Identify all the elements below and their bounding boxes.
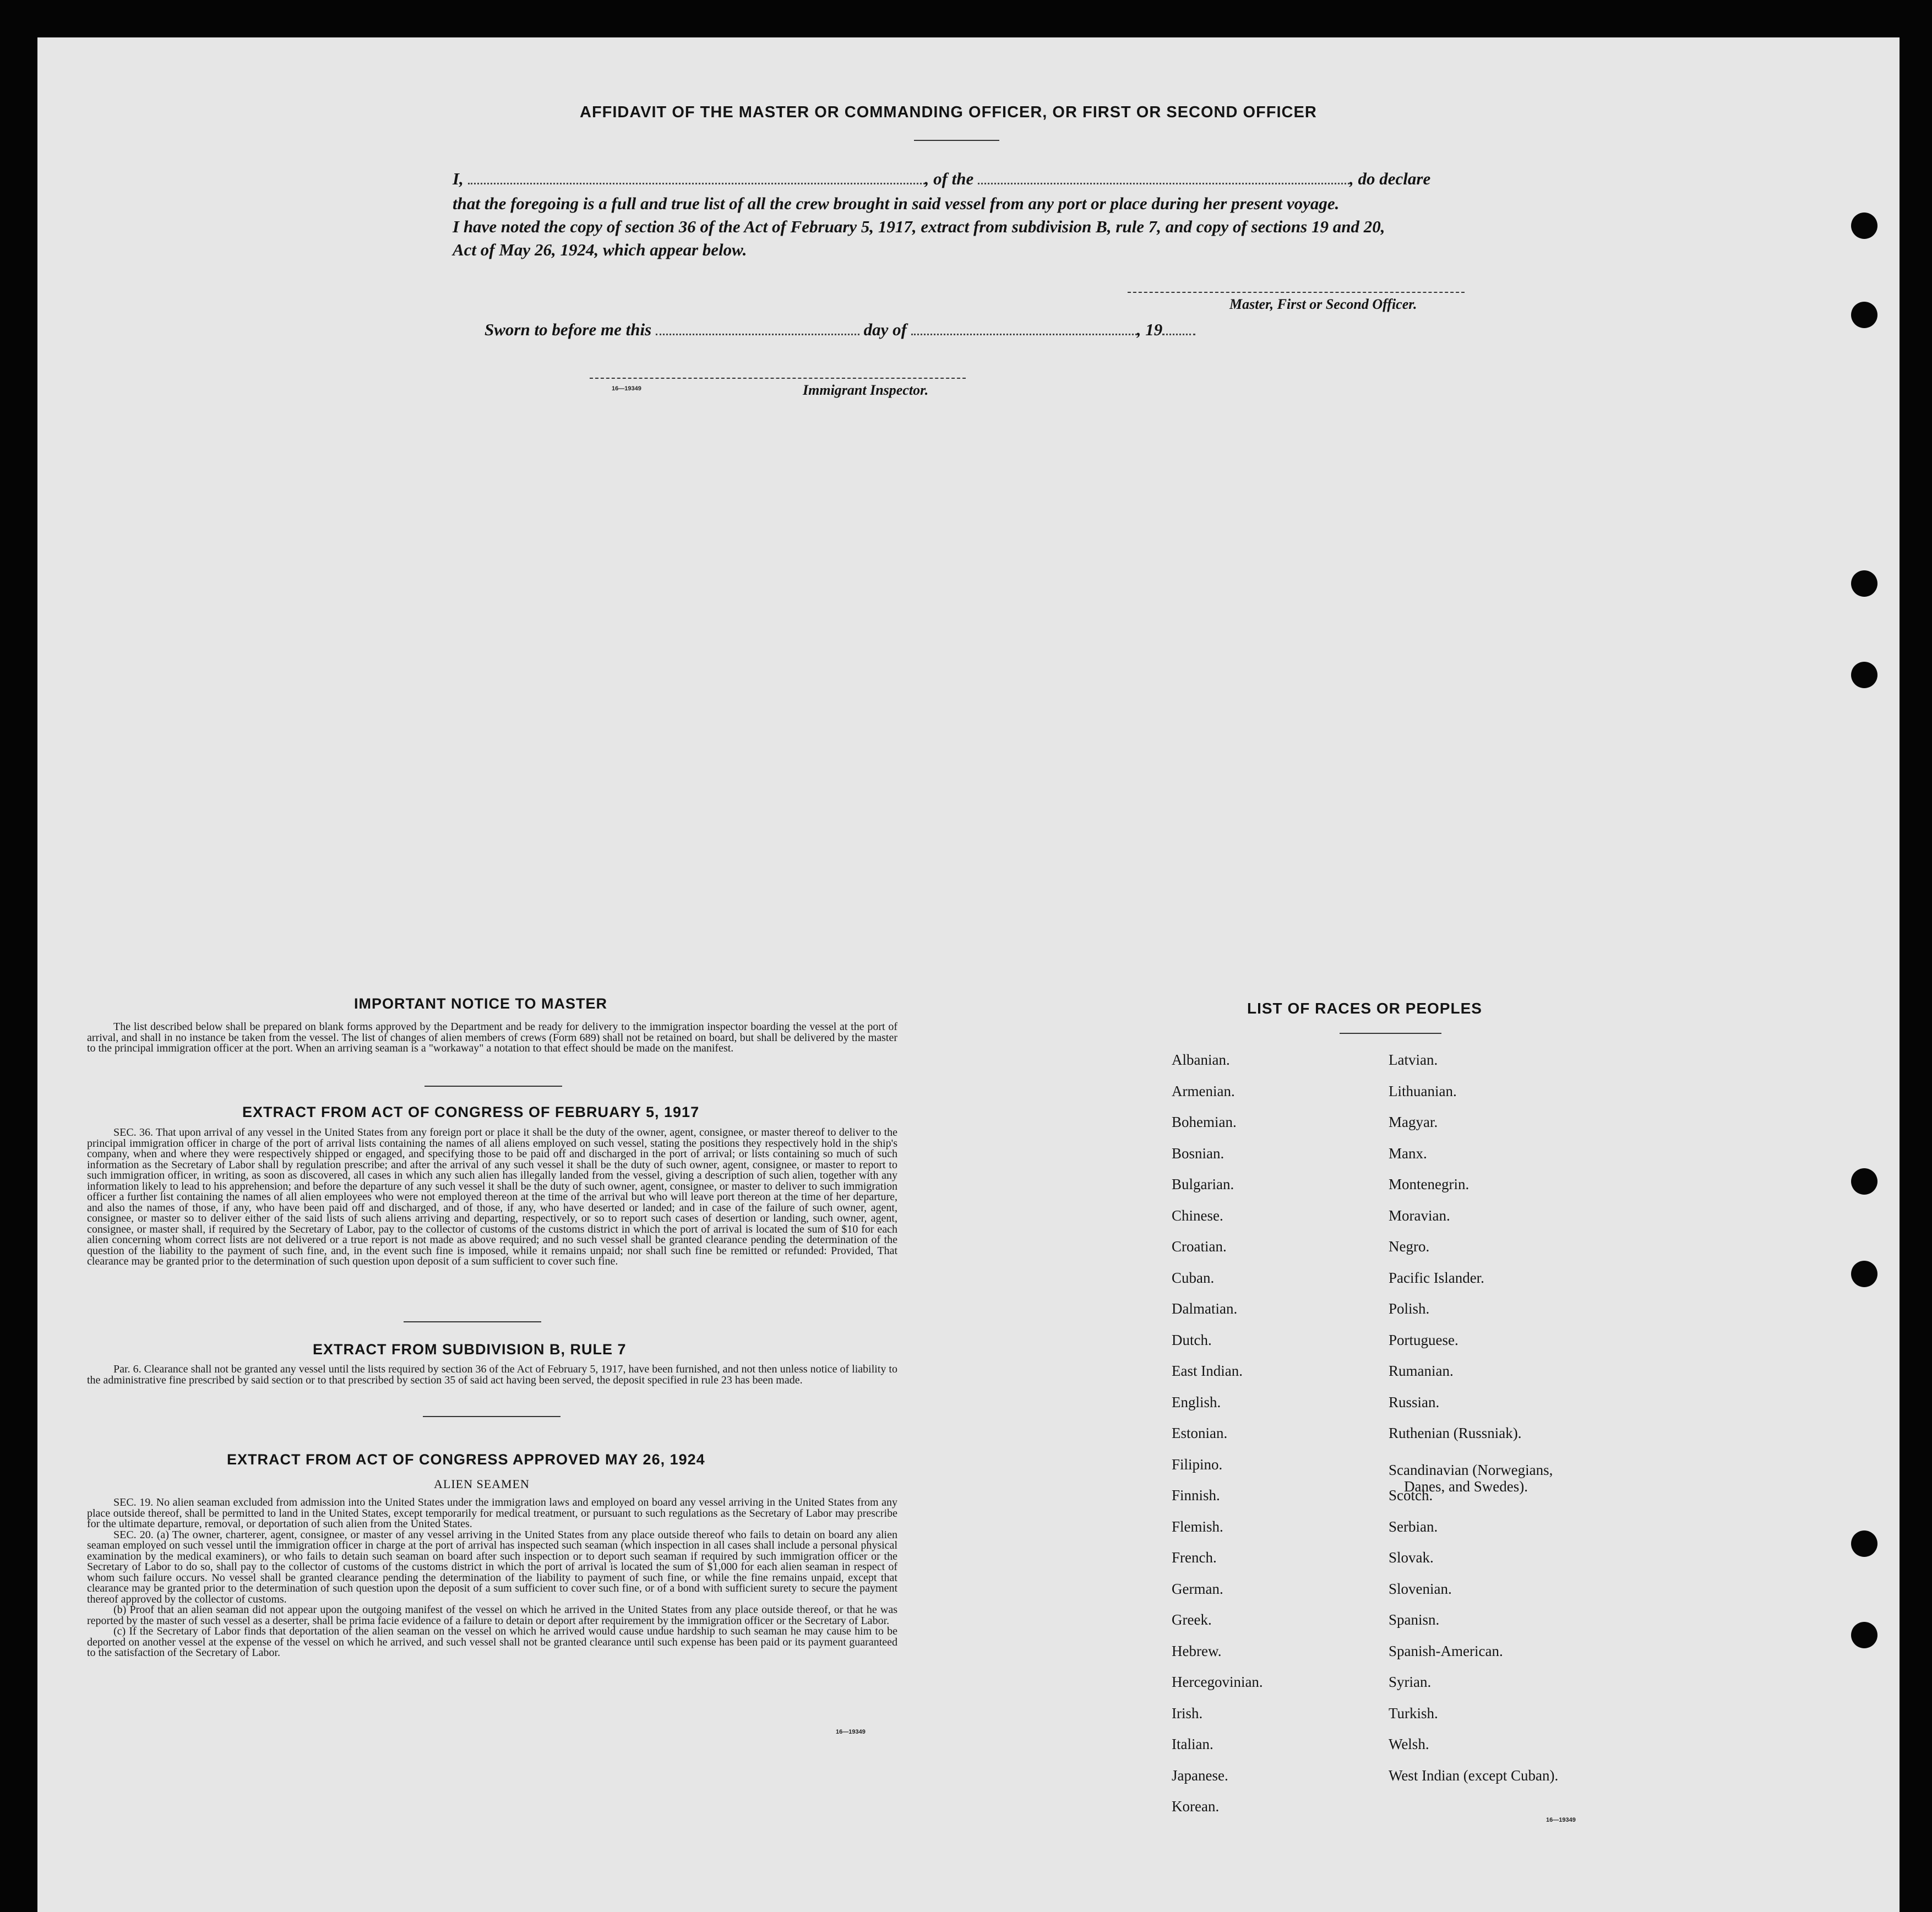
extract1924-text — [87, 1497, 897, 1659]
race-item: Portuguese. — [1389, 1331, 1458, 1348]
notice-text — [87, 1022, 897, 1054]
punch-hole — [1851, 1261, 1877, 1287]
affidavit-line4: Act of May 26, 1924, which appear below. — [453, 240, 747, 259]
race-item: Flemish. — [1172, 1518, 1223, 1535]
extract1924-title: EXTRACT FROM ACT OF CONGRESS APPROVED MAY 26, 1924 — [227, 1451, 705, 1468]
race-item: Hercegovinian. — [1172, 1674, 1263, 1690]
race-item: Cuban. — [1172, 1269, 1215, 1286]
rule7-paragraph: Par. 6. Clearance shall not be granted any vessel until the lists required by section 36 of the Act of February 5, 1917, have been furnished, and not then unless notice of liability to the administrative fine prescribed by said section or to that prescribed by section 35 of said act having been served, the deposit specified in rule 23 has been made. — [87, 1363, 897, 1386]
document-sheet — [37, 37, 1900, 1912]
race-item: Syrian. — [1389, 1674, 1432, 1690]
affidavit-line3: I have noted the copy of section 36 of the Act of February 5, 1917, extract from subdivision B, rule 7, and copy of sections 19 and 20, — [453, 217, 1385, 236]
race-item: Polish. — [1389, 1300, 1430, 1317]
race-item: Pacific Islander. — [1389, 1269, 1484, 1286]
race-item: Spanish-American. — [1389, 1642, 1503, 1659]
race-item: Estonian. — [1172, 1425, 1228, 1441]
sworn-line — [485, 319, 1195, 340]
rule7-text — [87, 1364, 897, 1386]
title-rule — [914, 140, 999, 141]
race-item: Latvian. — [1389, 1052, 1438, 1068]
sec19-paragraph: SEC. 19. No alien seaman excluded from admission into the United States under the immigration laws and employed on board any vessel arriving in the United States from any place outside thereof, shall be permitted to land in the United States, except temporarily for medical treatment, or pursuant to such regulations as the Secretary of Labor may prescribe for the ultimate departure, removal, or deportation of such alien from the United States. — [87, 1496, 897, 1530]
notice-title: IMPORTANT NOTICE TO MASTER — [354, 995, 607, 1012]
race-item: Croatian. — [1172, 1238, 1227, 1255]
race-item: Moravian. — [1389, 1207, 1450, 1224]
sec20b-paragraph: (b) Proof that an alien seaman did not appear upon the outgoing manifest of the vessel on which he arrived in the United States from any place outside thereof, or that he was reported by the master of such vessel as a deserter, shall be prima facie evidence of a failure to detain or deport after requirement by the immigration officer or the Secretary of Labor. — [87, 1604, 897, 1627]
inspector-signature-label: Immigrant Inspector. — [803, 382, 929, 398]
race-item: Bosnian. — [1172, 1145, 1224, 1162]
race-item: Hebrew. — [1172, 1642, 1222, 1659]
race-item: Serbian. — [1389, 1518, 1438, 1535]
punch-hole — [1851, 662, 1877, 688]
race-item: Armenian. — [1172, 1082, 1235, 1099]
race-item: Montenegrin. — [1389, 1176, 1470, 1192]
race-item: Magyar. — [1389, 1114, 1438, 1130]
race-item: Italian. — [1172, 1736, 1213, 1752]
race-item: Spanisn. — [1389, 1611, 1440, 1628]
race-item: Slovak. — [1389, 1549, 1434, 1566]
race-item: Dutch. — [1172, 1331, 1212, 1348]
line1-i: I, — [453, 169, 464, 188]
punch-hole — [1851, 213, 1877, 239]
race-item: Turkish. — [1389, 1704, 1438, 1722]
sec20c-paragraph: (c) If the Secretary of Labor finds that deportation of the alien seaman on the vessel on which he arrived would cause undue hardship to such seaman he may cause him to be deported on another vessel at the expense of the vessel on which he arrived, and such vessel shall not be granted clearance until such expense has been paid or its payment guaranteed to the satisfaction of the Secretary of Labor. — [87, 1625, 897, 1659]
race-item: Korean. — [1172, 1798, 1220, 1815]
rule7-title: EXTRACT FROM SUBDIVISION B, RULE 7 — [313, 1341, 627, 1358]
sworn-year-blank — [1162, 319, 1195, 335]
race-item: Bulgarian. — [1172, 1176, 1234, 1192]
master-signature-line — [1128, 292, 1465, 293]
race-item: Lithuanian. — [1389, 1082, 1457, 1099]
extract1924-subtitle: ALIEN SEAMEN — [434, 1477, 530, 1491]
notice-paragraph: The list described below shall be prepared on blank forms approved by the Department and be ready for delivery to the immigration inspector boarding the vessel at the port of arrival, and shall in no instance be taken from the vessel. The list of changes of alien members of crews (Form 689) shall not be retained on board, but shall be delivered by the master to the principal immigration officer at the port. When an arriving seaman is a "workaway" a notation to that effect should be made on the manifest. — [87, 1021, 897, 1054]
affidavit-form-code: 16—19349 — [612, 385, 641, 392]
race-item: Slovenian. — [1389, 1580, 1452, 1597]
sworn-day-blank — [656, 319, 859, 335]
affidavit-line2: that the foregoing is a full and true list of all the crew brought in said vessel from any port or place during her present voyage. — [453, 194, 1340, 213]
race-item: Welsh. — [1389, 1736, 1429, 1752]
race-item: Filipino. — [1172, 1456, 1223, 1473]
sworn-day-of: day of — [863, 320, 907, 339]
rule7-rule — [423, 1416, 560, 1417]
punch-hole — [1851, 570, 1877, 597]
punch-hole — [1851, 1530, 1877, 1557]
punch-hole — [1851, 1622, 1877, 1648]
race-item: East Indian. — [1172, 1363, 1243, 1379]
line1-of-the: , of the — [924, 169, 974, 188]
race-item: Rumanian. — [1389, 1363, 1454, 1379]
sworn-month-blank — [911, 319, 1137, 335]
extract1917-title: EXTRACT FROM ACT OF CONGRESS OF FEBRUARY 5, 1917 — [242, 1104, 700, 1120]
sworn-year: , 19 — [1136, 320, 1163, 339]
race-item: Japanese. — [1172, 1767, 1228, 1784]
races-rule — [1340, 1033, 1441, 1034]
races-form-code: 16—19349 — [1546, 1817, 1576, 1823]
race-item: West Indian (except Cuban). — [1389, 1767, 1559, 1784]
race-item: English. — [1172, 1393, 1221, 1410]
race-item: Danes, and Swedes). — [1404, 1478, 1528, 1495]
extract1924-form-code: 16—19349 — [836, 1729, 866, 1735]
sec20a-paragraph: SEC. 20. (a) The owner, charterer, agent, consignee, or master of any vessel arriving in the United States from any place outside thereof who fails to detain on board any alien seaman employed on such vessel until the immigration officer in charge at the port of arrival has inspected such seaman (which inspection in all cases shall include a personal physical examination by the medical examiners), or who fails to detain such seaman on board after such inspection or to deport such seaman if required by such immigration officer or the Secretary of Labor to do so, shall pay to the collector of customs of the customs district in which the port of arrival is located the sum of $1,000 for each alien seaman in respect of whom such failure occurs. No vessel shall be granted clearance pending the determination of the liability to payment of such fine, or while the fine remains unpaid, except that clearance may be granted prior to the determination of such question upon the deposit of a sum sufficient to cover such fine, or of a bond with sufficient surety to secure the payment thereof approved by the collector of customs. — [87, 1528, 897, 1605]
race-item: Albanian. — [1172, 1052, 1230, 1068]
race-item: Negro. — [1389, 1238, 1430, 1255]
race-item: French. — [1172, 1549, 1217, 1566]
race-item: Bohemian. — [1172, 1114, 1237, 1130]
affidavit-title: AFFIDAVIT OF THE MASTER OR COMMANDING OFFICER, OR FIRST OR SECOND OFFICER — [580, 104, 1317, 121]
name-blank — [468, 168, 925, 184]
race-item: Scotch. — [1389, 1487, 1433, 1504]
race-item: Dalmatian. — [1172, 1300, 1238, 1317]
race-item: Irish. — [1172, 1704, 1203, 1722]
vessel-blank — [978, 168, 1349, 184]
race-item: Greek. — [1172, 1611, 1212, 1628]
affidavit-line1 — [453, 168, 1430, 189]
notice-rule — [425, 1086, 562, 1087]
race-item: Russian. — [1389, 1393, 1440, 1410]
extract1917-rule — [404, 1321, 541, 1322]
race-item: Manx. — [1389, 1145, 1427, 1162]
race-item: German. — [1172, 1580, 1223, 1597]
race-item: Ruthenian (Russniak). — [1389, 1425, 1522, 1441]
punch-hole — [1851, 1168, 1877, 1195]
races-title: LIST OF RACES OR PEOPLES — [1247, 1000, 1482, 1017]
race-item: Finnish. — [1172, 1487, 1220, 1504]
race-item: Scandinavian (Norwegians, — [1389, 1461, 1553, 1478]
punch-hole — [1851, 302, 1877, 328]
extract1917-text — [87, 1127, 897, 1267]
inspector-signature-line — [590, 378, 966, 379]
sworn-prefix: Sworn to before me this — [485, 320, 652, 339]
extract1917-paragraph: SEC. 36. That upon arrival of any vessel in the United States from any foreign port or place it shall be the duty of the owner, agent, consignee, or master thereof to deliver to the principal immigration officer in charge of the port of arrival lists containing the names of all aliens employed on such vessel, stating the positions they respectively hold in the ship's company, when and where they were respectively shipped or engaged, and specifying those to be paid off and discharged in the port of arrival; or lists containing so much of such information as the Secretary of Labor shall by regulation prescribe; and after the arrival of any such vessel it shall be the duty of such owner, agent, consignee, or master to report to such immigration officer, in writing, as soon as discovered, all cases in which any such alien has illegally landed from the vessel, giving a description of such alien, together with any information likely to lead to his apprehension; and before the departure of any such vessel it shall be the duty of such owner, agent, consignee, or master to deliver to such immigration officer a further list containing the names of all alien employees who were not employed thereon at the time of the arrival but who will leave port thereon at the time of her departure, and also the names of those, if any, who have been paid off and discharged, and of those, if any, who have deserted or landed; and in case of the failure of such owner, agent, consignee, or master so to deliver either of the said lists of such aliens arriving and departing, respectively, or so to report such cases of desertion or landing, such owner, agent, consignee, or master shall, if required by the Secretary of Labor, pay to the collector of customs of the customs district in which the port of arrival is located the sum of $10 for each alien concerning whom correct lists are not delivered or a true report is not made as above required; and no such vessel shall be granted clearance pending the determination of the question of the liability to the payment of such fine, and, in the event such fine is imposed, while it remains unpaid; nor shall such fine be remitted or refunded: Provided, That clearance may be granted prior to the determination of such question upon deposit of a sum sufficient to cover such fine. — [87, 1126, 897, 1267]
line1-declare: , do declare — [1349, 169, 1431, 188]
race-item: Chinese. — [1172, 1207, 1223, 1224]
master-signature-label: Master, First or Second Officer. — [1229, 296, 1417, 312]
